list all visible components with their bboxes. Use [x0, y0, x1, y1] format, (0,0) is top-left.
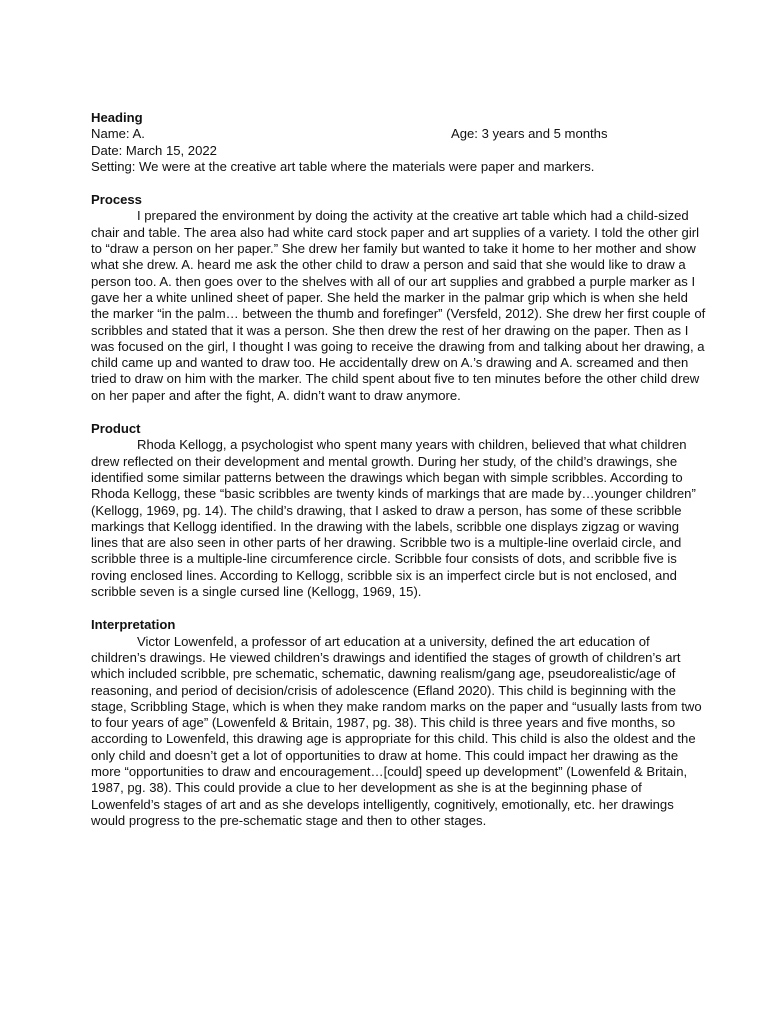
setting-field: Setting: We were at the creative art table where the materials were paper and markers. [91, 158, 595, 174]
process-section [91, 192, 708, 404]
heading-title: Heading [91, 110, 143, 125]
product-title: Product [91, 421, 141, 437]
heading-section [91, 110, 708, 175]
date-field: Date: March 15, 2022 [91, 142, 217, 158]
age-field: Age: 3 years and 5 months [451, 126, 608, 142]
process-paragraph: I prepared the environment by doing the activity at the creative art table which had a child-sized chair and table. The area also had white card stock paper and art supplies of a variety. I told the other girl to “draw a person on her paper.” She drew her family but wanted to take it home to her mother and show what she drew. A. heard me ask the other child to draw a person and said that she would like to draw a person too. A. then goes over to the shelves with all of our art supplies and grabbed a purple marker as I gave her a white unlined sheet of paper. She held the marker in the palmar grip which is when she held the marker “in the palm… between the thumb and forefinger” (Versfeld, 2012). She drew her first couple of scribbles and stated that it was a person. She then drew the rest of her drawing on the paper. Then as I was focused on the girl, I thought I was going to receive the drawing from and talking about her drawing, a child came up and wanted to draw too. He accidentally drew on A.’s drawing and A. screamed and then tried to draw on him with the marker. The child spent about five to ten minutes before the other child drew on her paper and after the fight, A. didn’t want to draw anymore. [91, 208, 706, 403]
product-section [91, 421, 708, 600]
interpretation-paragraph: Victor Lowenfeld, a professor of art education at a university, defined the art education of children’s drawings. He viewed children’s drawings and identified the stages of growth of children’s art which included scribble, pre schematic, schematic, dawning realism/gang age, pseudorealistic/age of reasoning, and period of decision/crisis of adolescence (Efland 2020). This child is beginning with the stage, Scribbling Stage, which is when they make random marks on the paper and “usually lasts from two to four years of age” (Lowenfeld & Britain, 1987, pg. 38). This child is three years and five months, so according to Lowenfeld, this drawing age is appropriate for this child. This child is also the oldest and the only child and doesn’t get a lot of opportunities to draw at home. This could impact her drawing as the more “opportunities to draw and encouragement…[could] speed up development” (Lowenfeld & Britain, 1987, pg. 38). This could provide a clue to her development as she is at the beginning phase of Lowenfeld’s stages of art and as she develops intelligently, cognitively, emotionally, etc. her drawings would progress to the pre-schematic stage and then to other stages. [91, 633, 702, 828]
name-field: Name: A. [91, 126, 145, 142]
interpretation-section [91, 617, 708, 829]
process-title: Process [91, 192, 142, 208]
interpretation-title: Interpretation [91, 617, 176, 633]
product-paragraph: Rhoda Kellogg, a psychologist who spent many years with children, believed that what children drew reflected on their development and mental growth. During her study, of the child’s drawings, she identified some similar patterns between the drawings which began with simple scribbles. According to Rhoda Kellogg, these “basic scribbles are twenty kinds of markings that are made by…younger children” (Kellogg, 1969, pg. 14). The child’s drawing, that I asked to draw a person, has some of these scribble markings that Kellogg identified. In the drawing with the labels, scribble one displays zigzag or waving lines that are also seen in other parts of her drawing. Scribble two is a multiple-line overlaid circle, and scribble three is a multiple-line circumference circle. Scribble four consists of dots, and scribble five is roving enclosed lines. According to Kellogg, scribble six is an imperfect circle but is not enclosed, and scribble seven is a single cursed line (Kellogg, 1969, 15). [91, 437, 696, 600]
name-age-row [91, 126, 708, 142]
